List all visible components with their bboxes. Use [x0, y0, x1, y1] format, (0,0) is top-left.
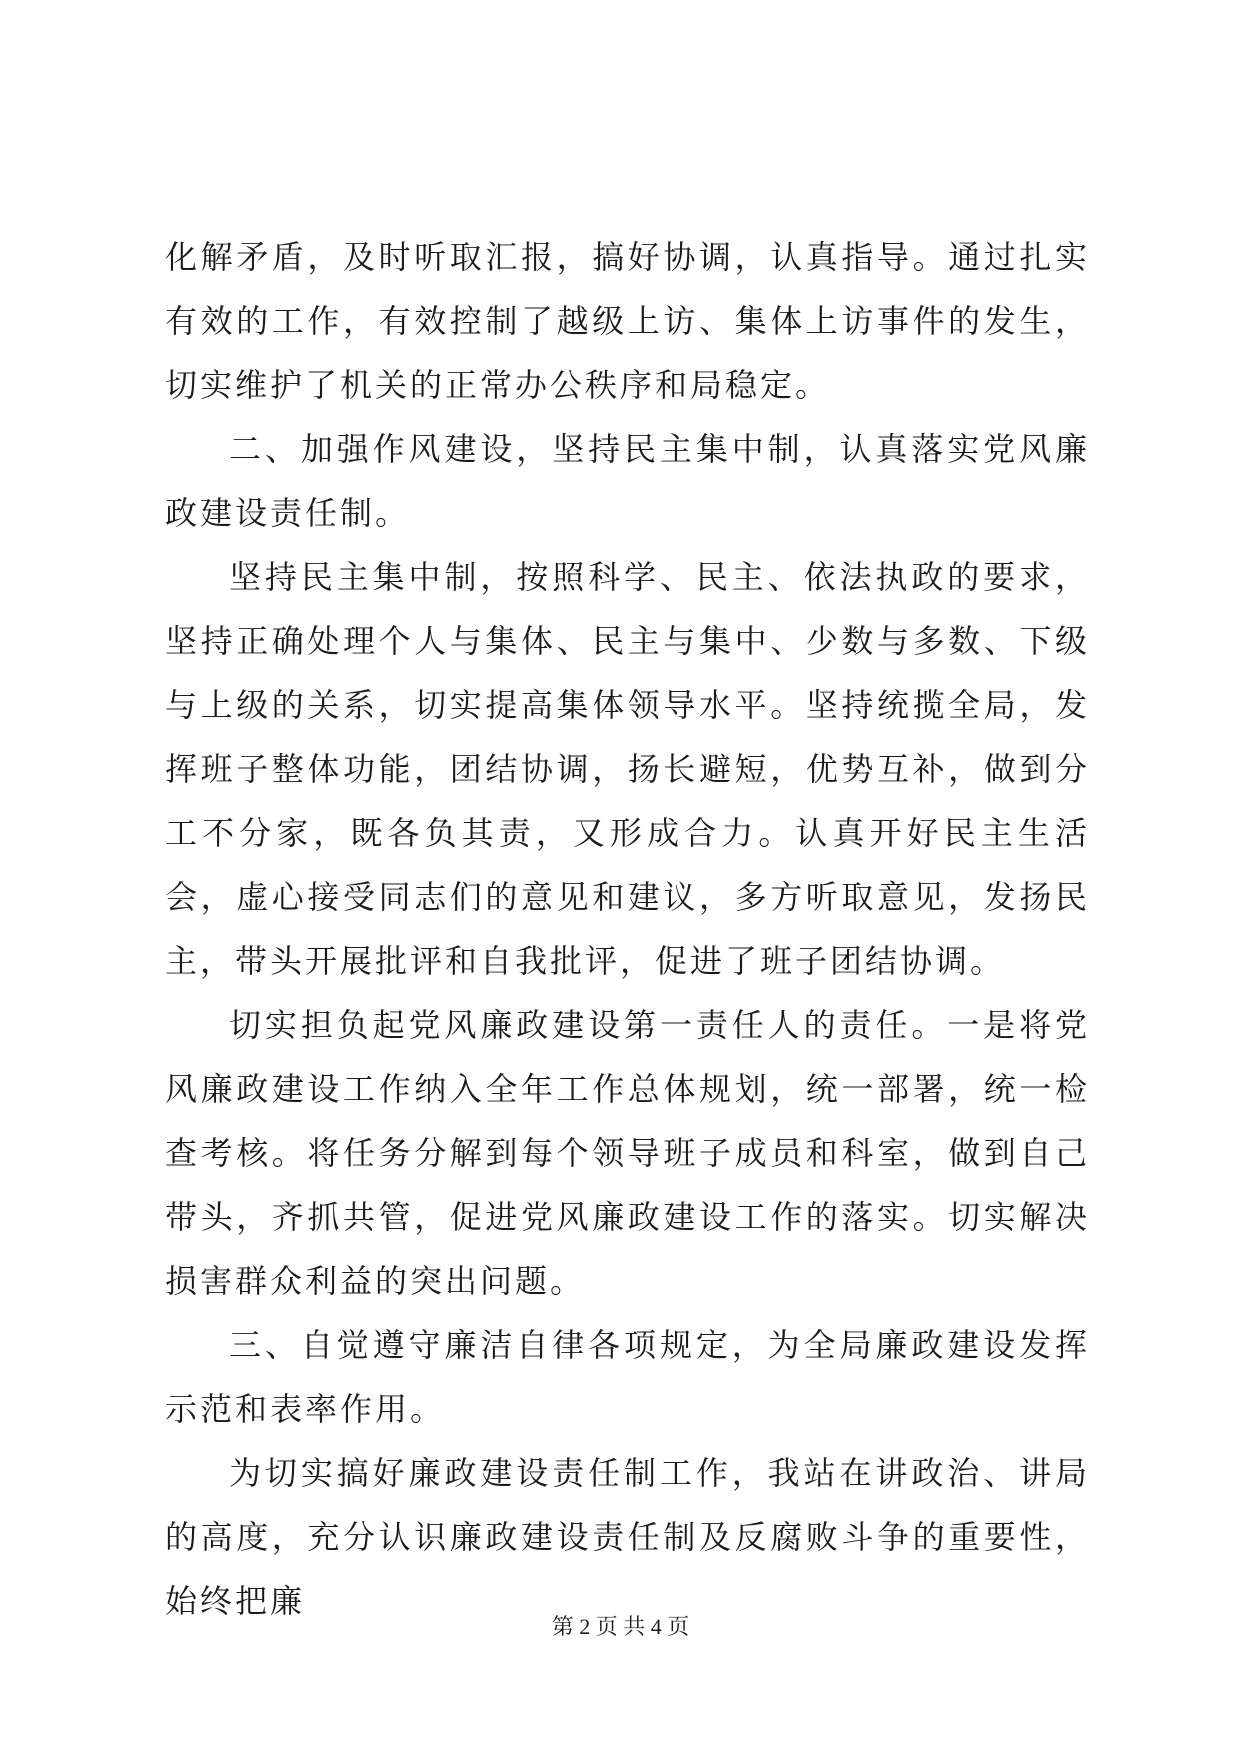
section-heading-3: 三、自觉遵守廉洁自律各项规定，为全局廉政建设发挥示范和表率作用。 — [165, 1326, 1090, 1428]
page-number-footer: 第 2 页 共 4 页 — [551, 1614, 690, 1639]
paragraph-integrity-work: 为切实搞好廉政建设责任制工作，我站在讲政治、讲局的高度，充分认识廉政建设责任制及反腐败斗争的重要性，始终把廉 — [165, 1454, 1090, 1620]
paragraph-responsibility: 切实担负起党风廉政建设第一责任人的责任。一是将党风廉政建设工作纳入全年工作总体规划，统一部署，统一检查考核。将任务分解到每个领导班子成员和科室，做到自己带头，齐抓共管，促进党风廉政建设工作的落实。切实解决损害群众利益的突出问题。 — [165, 1006, 1090, 1300]
paragraph-continued: 化解矛盾，及时听取汇报，搞好协调，认真指导。通过扎实有效的工作，有效控制了越级上访、集体上访事件的发生，切实维护了机关的正常办公秩序和局稳定。 — [165, 238, 1090, 404]
paragraph-democratic-centralism: 坚持民主集中制，按照科学、民主、依法执政的要求，坚持正确处理个人与集体、民主与集中、少数与多数、下级与上级的关系，切实提高集体领导水平。坚持统揽全局，发挥班子整体功能，团结协调，扬长避短，优势互补，做到分工不分家，既各负其责，又形成合力。认真开好民主生活会，虚心接受同志们的意见和建议，多方听取意见，发扬民主，带头开展批评和自我批评，促进了班子团结协调。 — [165, 558, 1090, 980]
document-body — [165, 225, 1090, 1633]
section-heading-2: 二、加强作风建设，坚持民主集中制，认真落实党风廉政建设责任制。 — [165, 430, 1090, 532]
